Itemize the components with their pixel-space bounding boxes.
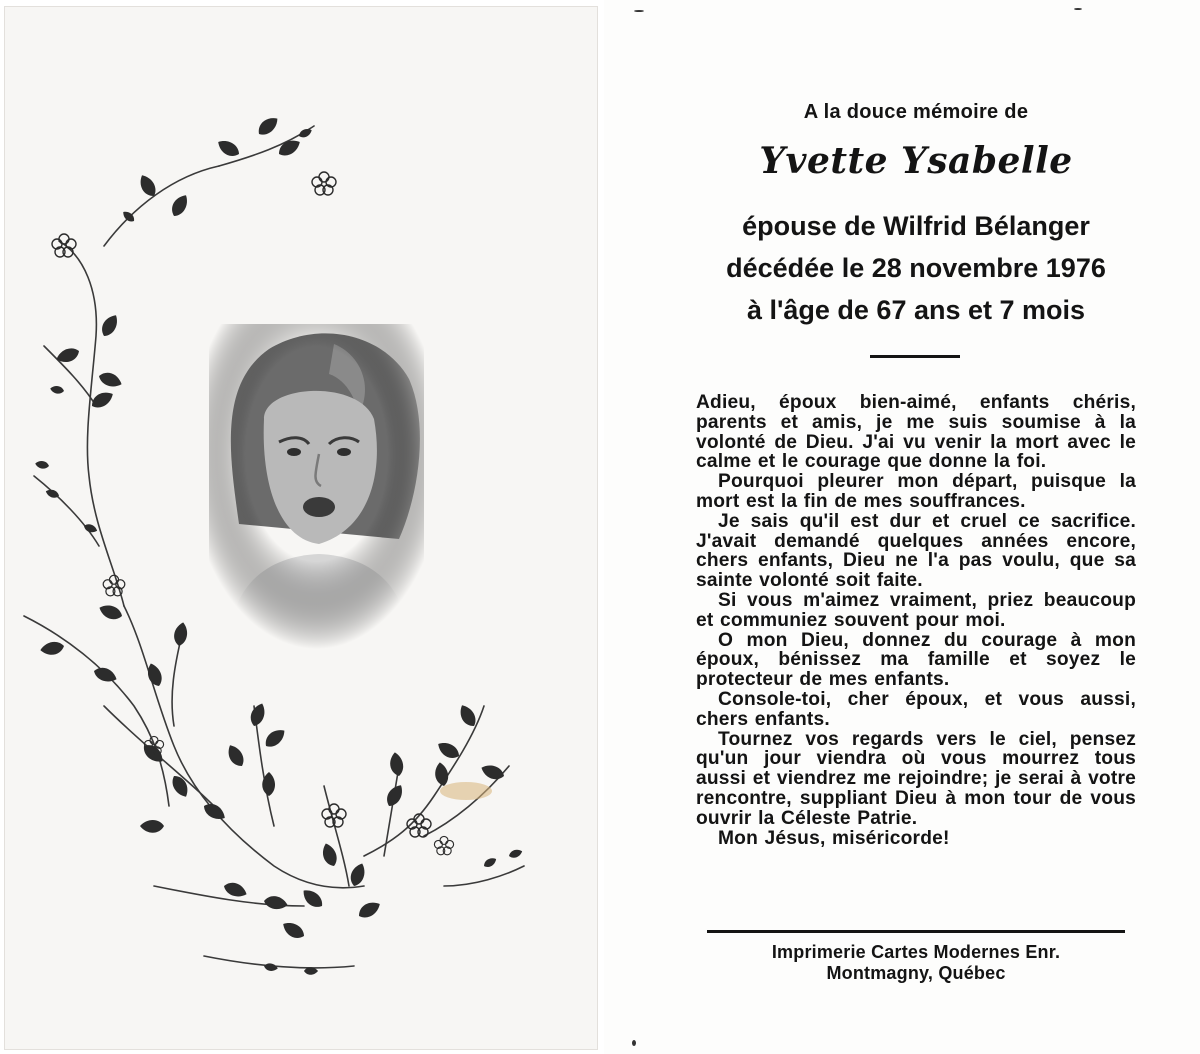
prayer-paragraph: Adieu, époux bien-aimé, enfants chéris, parents et amis, je me suis soumise à la volonté de Dieu. J'ai vu venir la mort avec le calme et le courage que donne la foi.	[696, 392, 1136, 473]
spouse-line: épouse de Wilfrid Bélanger	[742, 211, 1090, 241]
death-date-line: décédée le 28 novembre 1976	[726, 253, 1106, 283]
memorial-card-front	[4, 6, 598, 1050]
stain-mark	[440, 782, 492, 800]
memorial-card-back	[604, 0, 1200, 1054]
print-speck	[632, 1040, 636, 1046]
divider-long	[707, 930, 1125, 933]
age-line: à l'âge de 67 ans et 7 mois	[746, 295, 1086, 325]
farewell-prayer	[696, 393, 1136, 848]
prayer-paragraph: Console-toi, cher époux, et vous aussi, chers enfants.	[696, 688, 1136, 730]
print-speck	[634, 10, 644, 12]
prayer-paragraph: Je sais qu'il est dur et cruel ce sacrifice. J'avait demandé quelques années encore, chers enfants, Dieu ne l'a pas voulu, que sa sainte volonté soit faite.	[696, 510, 1136, 592]
intro-line: A la douce mémoire de	[803, 101, 1029, 123]
prayer-paragraph: Si vous m'aimez vraiment, priez beaucoup et communiez souvent pour moi.	[696, 589, 1136, 631]
print-speck	[1074, 8, 1082, 10]
prayer-paragraph: O mon Dieu, donnez du courage à mon époux, bénissez ma famille et soyez le protecteur de mes enfants.	[696, 629, 1136, 691]
printer-name: Imprimerie Cartes Modernes Enr.	[771, 942, 1061, 962]
portrait-photo	[209, 324, 424, 649]
deceased-name: Yvette Ysabelle	[759, 140, 1073, 182]
prayer-paragraph: Pourquoi pleurer mon départ, puisque la mort est la fin de mes souffrances.	[696, 471, 1136, 512]
printer-city: Montmagny, Québec	[826, 963, 1006, 983]
prayer-paragraph: Tournez vos regards vers le ciel, pensez qu'un jour viendra où vous mourrez tous aussi et viendrez me rejoindre; je serai à votre rencontre, suppliant Dieu à mon tour de vous ouvrir la Céleste Patrie.	[696, 728, 1136, 829]
divider-short	[870, 355, 960, 358]
prayer-paragraph: Mon Jésus, miséricorde!	[718, 827, 950, 849]
